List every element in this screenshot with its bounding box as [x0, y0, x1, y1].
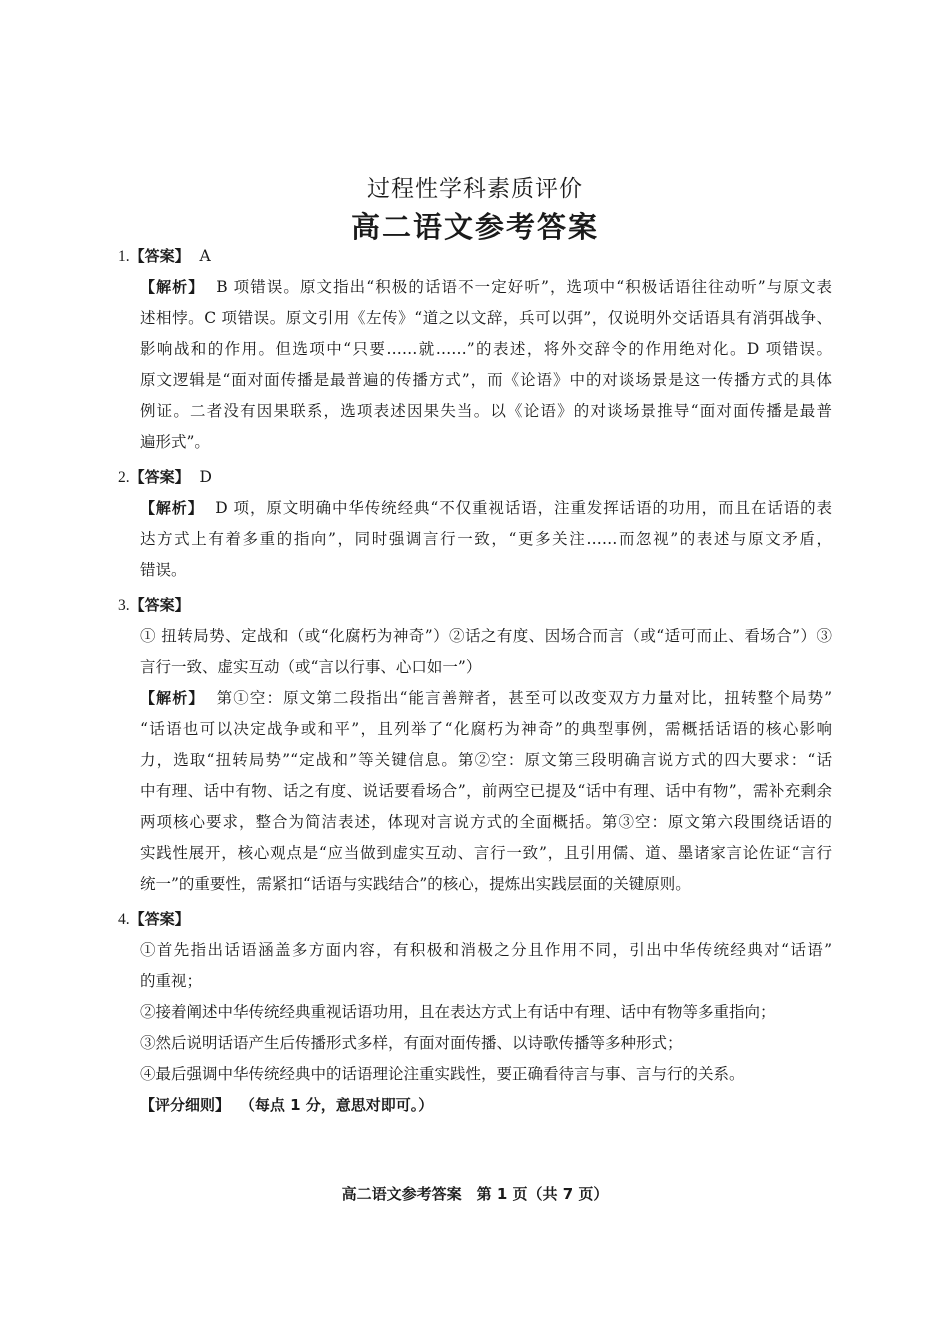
q3-analysis-line — [118, 683, 832, 714]
q1-answer-label: 【答案】 — [129, 247, 190, 265]
page-subtitle: 高二语文参考答案 — [350, 210, 599, 244]
q3-analysis-line: “话语也可以决定战争或和平”，且列举了“化腐朽为神奇”的典型事例，需概括话语的核心影响 — [140, 720, 832, 738]
q3-answer-label: 【答案】 — [129, 596, 190, 614]
q1-answer-line — [118, 241, 832, 272]
q2-analysis-line: 达方式上有着多重的指向”，同时强调言行一致，“更多关注……而忽视”的表述与原文矛盾， — [140, 530, 832, 548]
answer-content — [118, 241, 832, 1121]
q3-analysis-line: 中有理、话中有物、话之有度、说话要看场合”，前两空已提及“话中有理、话中有物”，需补充剩余 — [140, 782, 832, 800]
q4-scoring-label: 【评分细则】 — [140, 1096, 231, 1114]
q4-answer-label: 【答案】 — [129, 910, 190, 928]
q2-number: 2. — [118, 469, 130, 486]
q4-answer-text: ③然后说明话语产生后传播形式多样，有面对面传播、以诗歌传播等多种形式； — [140, 1034, 683, 1052]
q1-analysis-line: 原文逻辑是“面对面传播是最普遍的传播方式”，而《论语》中的对谈场景是这一传播方式的具体 — [140, 371, 832, 389]
q2-answer-value: D — [199, 468, 212, 486]
q1-analysis-line: 遍形式”。 — [140, 433, 210, 451]
q3-answer-text: 言行一致、虚实互动（或“言以行事、心口如一”） — [140, 658, 482, 676]
q4-number: 4. — [118, 911, 130, 928]
q1-analysis-line: 例证。二者没有因果联系，选项表述因果失当。以《论语》的对谈场景推导“面对面传播是最普 — [140, 402, 832, 420]
q3-analysis-line: 统一”的重要性，需紧扣“话语与实践结合”的核心，提炼出实践层面的关键原则。 — [140, 875, 691, 893]
q2-analysis-label: 【解析】 — [140, 499, 204, 517]
q3-analysis-text: 第①空：原文第二段指出“能言善辩者，甚至可以改变双方力量对比，扭转整个局势” — [216, 689, 832, 707]
q1-analysis-text: B 项错误。原文指出“积极的话语不一定好听”，选项中“积极话语往往动听”与原文表 — [216, 278, 832, 296]
page-footer: 高二语文参考答案 第 1 页（共 7 页） — [341, 1185, 609, 1203]
q4-answer-text: ④最后强调中华传统经典中的话语理论注重实践性，要正确看待言与事、言与行的关系。 — [140, 1065, 745, 1083]
page-title: 过程性学科素质评价 — [367, 176, 583, 202]
q3-analysis-line: 力，选取“扭转局势”“定战和”等关键信息。第②空：原文第三段明确言说方式的四大要求：“话 — [140, 751, 832, 769]
q4-scoring-text: （每点 1 分，意思对即可。） — [239, 1096, 434, 1114]
q1-answer-value: A — [199, 247, 211, 265]
q1-number: 1. — [118, 248, 130, 265]
q3-number: 3. — [118, 597, 130, 614]
q1-analysis-line — [118, 272, 832, 303]
q4-answer-line — [118, 904, 832, 935]
q1-analysis-line: 述相悖。C 项错误。原文引用《左传》“道之以文辞，兵可以弭”，仅说明外交话语具有消弭战争、 — [140, 309, 832, 327]
q2-analysis-text: D 项，原文明确中华传统经典“不仅重视话语，注重发挥话语的功用，而且在话语的表 — [215, 499, 832, 517]
q3-answer-line — [118, 590, 832, 621]
q2-answer-label: 【答案】 — [129, 468, 190, 486]
q2-answer-line — [118, 462, 832, 493]
q4-scoring-line — [118, 1090, 832, 1121]
q3-analysis-label: 【解析】 — [140, 689, 205, 707]
q2-analysis-line — [118, 493, 832, 524]
q1-analysis-label: 【解析】 — [140, 278, 205, 296]
q2-analysis-line: 错误。 — [140, 561, 187, 579]
q3-analysis-line: 两项核心要求，整合为简洁表述，体现对言说方式的全面概括。第③空：原文第六段围绕话语的 — [140, 813, 832, 831]
q3-answer-text: ① 扭转局势、定战和（或“化腐朽为神奇”）②话之有度、因场合而言（或“适可而止、看场合”）③ — [140, 627, 832, 645]
q4-answer-text: ②接着阐述中华传统经典重视话语功用，且在表达方式上有话中有理、话中有物等多重指向； — [140, 1003, 776, 1021]
q1-analysis-line: 影响战和的作用。但选项中“只要……就……”的表述，将外交辞令的作用绝对化。D 项错误。 — [140, 340, 832, 358]
q3-analysis-line: 实践性展开，核心观点是“应当做到虚实互动、言行一致”，且引用儒、道、墨诸家言论佐证“言行 — [140, 844, 832, 862]
q4-answer-text: ①首先指出话语涵盖多方面内容，有积极和消极之分且作用不同，引出中华传统经典对“话语” — [140, 941, 832, 959]
q4-answer-text: 的重视； — [140, 972, 203, 990]
